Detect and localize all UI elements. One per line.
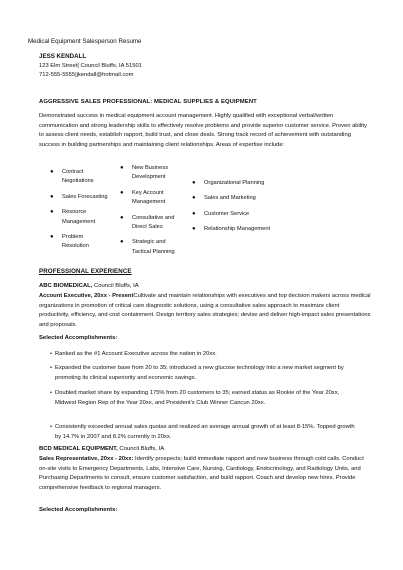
job2-description: Identify prospects; build immediate rapport and new business through cold calls. Conduct on-site visits to Emergency Departments, Labs, Intensive Care, Nursing, Cardiology, Endocrinology, and Radiology Units, and Purchasing Departments to consult, ensure customer satisfaction, and build rapport. Coach and develop new hires. Provide comprehensive feedback to regional managers. — [39, 456, 364, 491]
accomplishment-item: • Doubled market share by expanding 175% from 20 customers to 35; earned status as Rookie of the Year 20xx, Midwest Region Rep of the Year 20xx, and President's Club Winner Cancun 20xx. — [50, 390, 340, 406]
job2-role: Sales Representative, 20xx - 20xx: — [39, 456, 134, 462]
expertise-item: ● Resource Management — [50, 209, 96, 225]
expertise-item: ● Problem Resolution — [50, 234, 89, 250]
bullet-icon: ● — [50, 209, 54, 216]
job2-location: Council Bluffs, IA — [117, 446, 165, 452]
section-heading-experience: PROFESSIONAL EXPERIENCE — [39, 268, 132, 275]
bullet-icon: • — [50, 424, 53, 430]
job1-company: ABC BIOMEDICAL, — [39, 283, 93, 289]
summary-paragraph: Demonstrated success in medical equipment account management. Highly qualified with exceptional verbal/written communication and strong leadership skills to effectively resolve problems and provide superior customer service. Proven ability to assess client needs, establish rapport, build trust, and close deals. Strong track record of achievement with outstanding success in building partnerships and maintaining client relationships. Areas of expertise include: — [39, 113, 367, 148]
headline: AGGRESSIVE SALES PROFESSIONAL: MEDICAL SUPPLIES & EQUIPMENT — [39, 99, 257, 105]
bullet-icon: ● — [120, 214, 124, 221]
bullet-icon: ● — [192, 210, 196, 217]
candidate-contact: 712-555-5555|jkendall@hotmail.com — [39, 72, 134, 78]
expertise-item: ● Contract Negotiations — [50, 169, 94, 185]
candidate-name: JESS KENDALL — [39, 53, 87, 60]
document-title: Medical Equipment Salesperson Resume — [28, 38, 142, 45]
job1-description: Cultivate and maintain relationships with executives and top decision makers across medical organizations in promotion of critical care diagnostic solutions, using a consultative sales approach to maximize client productivity, efficiency, and cost containment. Design territory sales strategies; devise and deliver high-impact sales presentations and proposals. — [39, 293, 371, 328]
bullet-icon: • — [50, 390, 53, 396]
job2-company: BCD MEDICAL EQUIPMENT, — [39, 446, 118, 452]
expertise-item: ● Customer Service — [192, 210, 282, 219]
job1-role: Account Executive, 20xx - Present — [39, 293, 134, 299]
accomplishment-item: • Consistently exceeded annual sales quotas and realized an average annual growth of at least 8-15%. Topped growth by 14.7% in 2007 and 8.2% currently in 20xx. — [50, 424, 355, 440]
expertise-item: ● Sales Forecasting — [50, 193, 110, 202]
bullet-icon: ● — [50, 193, 54, 200]
job1-company-line — [39, 283, 139, 289]
accomplishment-item: • Ranked as the #1 Account Executive across the nation in 20xx. — [55, 350, 355, 360]
bullet-icon: • — [50, 351, 53, 357]
bullet-icon: ● — [192, 180, 196, 186]
bullet-icon: • — [50, 365, 53, 371]
expertise-column-1 — [50, 168, 110, 258]
expertise-item: ● Key Account Management — [120, 189, 166, 206]
bullet-icon: ● — [120, 189, 124, 196]
expertise-item: ● New Business Development — [120, 165, 169, 181]
bullet-icon: ● — [120, 239, 124, 246]
candidate-address: 123 Elm Street| Council Bluffs, IA 51501 — [39, 63, 142, 69]
job1-accomplishments-label: Selected Accomplishments: — [39, 335, 118, 341]
job1-description-block — [39, 292, 371, 330]
job2-accomplishments-label: Selected Accomplishments: — [39, 507, 118, 513]
bullet-icon: ● — [192, 226, 196, 233]
bullet-icon: ● — [50, 169, 54, 175]
expertise-item: ● Sales and Marketing — [192, 194, 282, 203]
expertise-column-3 — [192, 179, 282, 241]
accomplishment-item: • Expanded the customer base from 20 to 35; introduced a new glucose technology into a new market segment by promoting its clinical superiority and economic savings. — [50, 365, 344, 381]
job2-description-block — [39, 455, 371, 493]
bullet-icon: ● — [50, 234, 54, 241]
expertise-item: ● Consultative and Direct Sales — [120, 214, 175, 231]
job1-location: Council Bluffs, IA — [92, 283, 139, 289]
bullet-icon: ● — [192, 195, 196, 202]
expertise-item: ● Organizational Planning — [192, 179, 282, 188]
expertise-item: ● Relationship Management — [192, 225, 282, 234]
bullet-icon: ● — [120, 165, 124, 171]
expertise-item: ● Strategic and Tactical Planning — [120, 239, 175, 255]
expertise-column-2 — [120, 164, 182, 263]
job2-company-line — [39, 446, 164, 452]
